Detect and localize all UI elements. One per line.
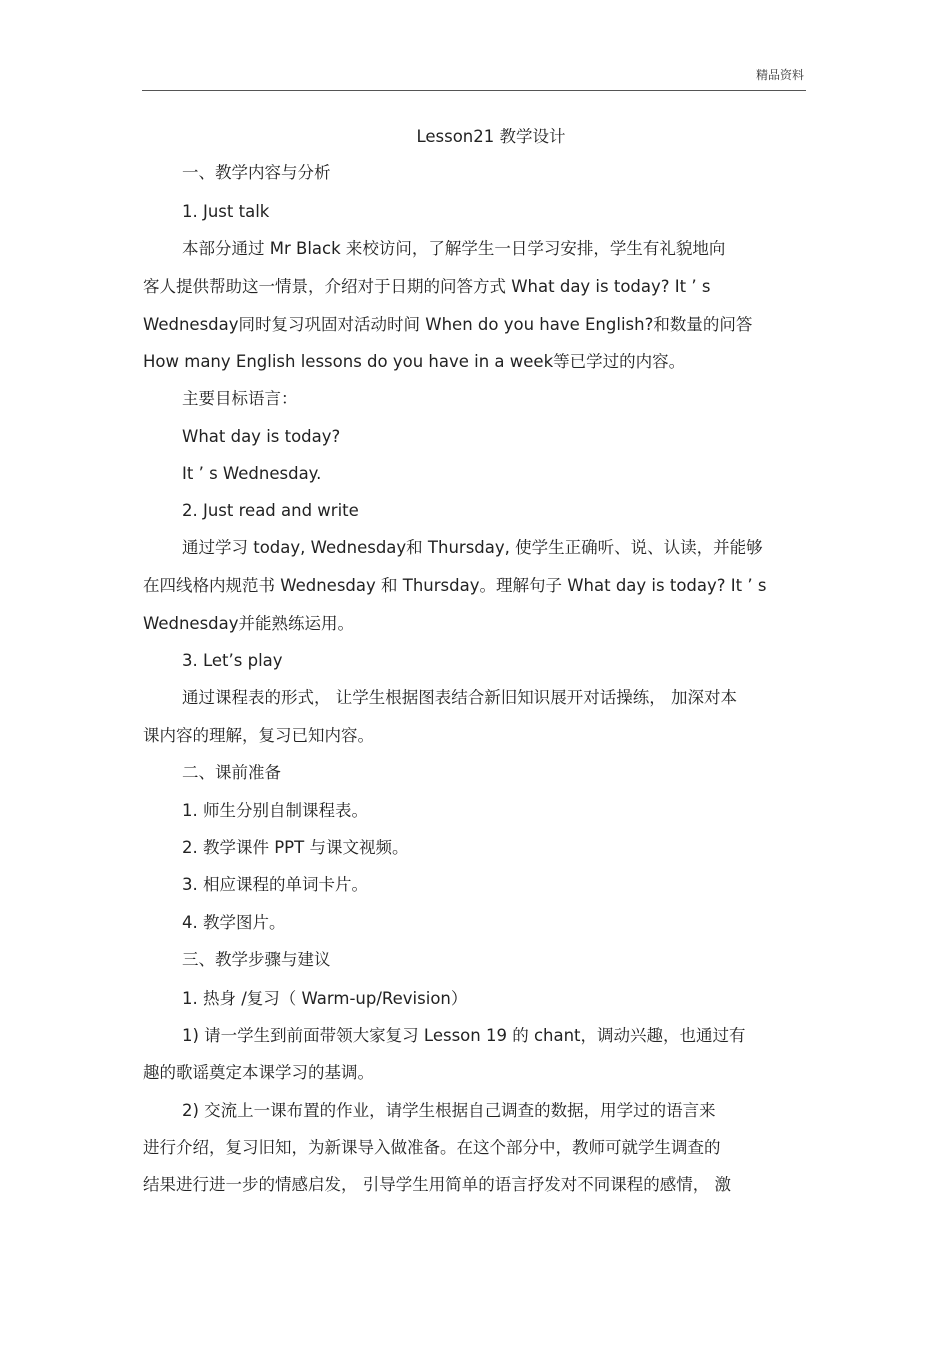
section-heading: 三、教学步骤与建议 (182, 950, 331, 969)
list-item: 3. 相应课程的单词卡片。 (182, 875, 368, 894)
paragraph-line: 2) 交流上一课布置的作业，请学生根据自己调查的数据，用学过的语言来 (182, 1101, 716, 1120)
list-item: 2. 教学课件 PPT 与课文视频。 (182, 838, 409, 857)
subsection-heading: 1. 热身 /复习（ Warm-up/Revision） (182, 989, 468, 1008)
paragraph-line: 本部分通过 Mr Black 来校访问，了解学生一日学习安排，学生有礼貌地向 (182, 239, 726, 258)
paragraph-line: 结果进行进一步的情感启发， 引导学生用简单的语言抒发对不同课程的感情， 激 (143, 1175, 731, 1194)
list-item: 1. 师生分别自制课程表。 (182, 801, 368, 820)
paragraph-line: 在四线格内规范书 Wednesday 和 Thursday。理解句子 What day is today? It ’ s (143, 576, 767, 595)
header-rule (142, 90, 806, 91)
page-header-label: 精品资料 (755, 68, 804, 82)
subsection-heading: 3. Let’s play (182, 651, 283, 670)
paragraph-line: 主要目标语言： (182, 389, 298, 408)
paragraph-line: 进行介绍，复习旧知，为新课导入做准备。在这个部分中，教师可就学生调查的 (143, 1138, 721, 1157)
paragraph-line: 客人提供帮助这一情景，介绍对于日期的问答方式 What day is today? It ’ s (143, 277, 711, 296)
paragraph-line: 通过课程表的形式， 让学生根据图表结合新旧知识展开对话操练， 加深对本 (182, 688, 737, 707)
subsection-heading: 1. Just talk (182, 202, 270, 221)
paragraph-line: Wednesday同时复习巩固对活动时间 When do you have English?和数量的问答 (143, 315, 753, 334)
list-item: 4. 教学图片。 (182, 913, 286, 932)
example-sentence: What day is today? (182, 427, 341, 446)
paragraph-line: 趣的歌谣奠定本课学习的基调。 (143, 1063, 374, 1082)
subsection-heading: 2. Just read and write (182, 501, 359, 520)
paragraph-line: 1) 请一学生到前面带领大家复习 Lesson 19 的 chant，调动兴趣，也通过有 (182, 1026, 746, 1045)
example-sentence: It ’ s Wednesday. (182, 464, 322, 483)
paragraph-line: Wednesday并能熟练运用。 (143, 614, 355, 633)
document-title: Lesson21 教学设计 (416, 127, 566, 146)
paragraph-line: 课内容的理解，复习已知内容。 (143, 726, 374, 745)
paragraph-line: 通过学习 today, Wednesday和 Thursday, 使学生正确听、说、认读，并能够 (182, 538, 763, 557)
paragraph-line: How many English lessons do you have in a week等已学过的内容。 (143, 352, 686, 371)
section-heading: 二、课前准备 (182, 763, 281, 782)
section-heading: 一、教学内容与分析 (182, 163, 331, 182)
